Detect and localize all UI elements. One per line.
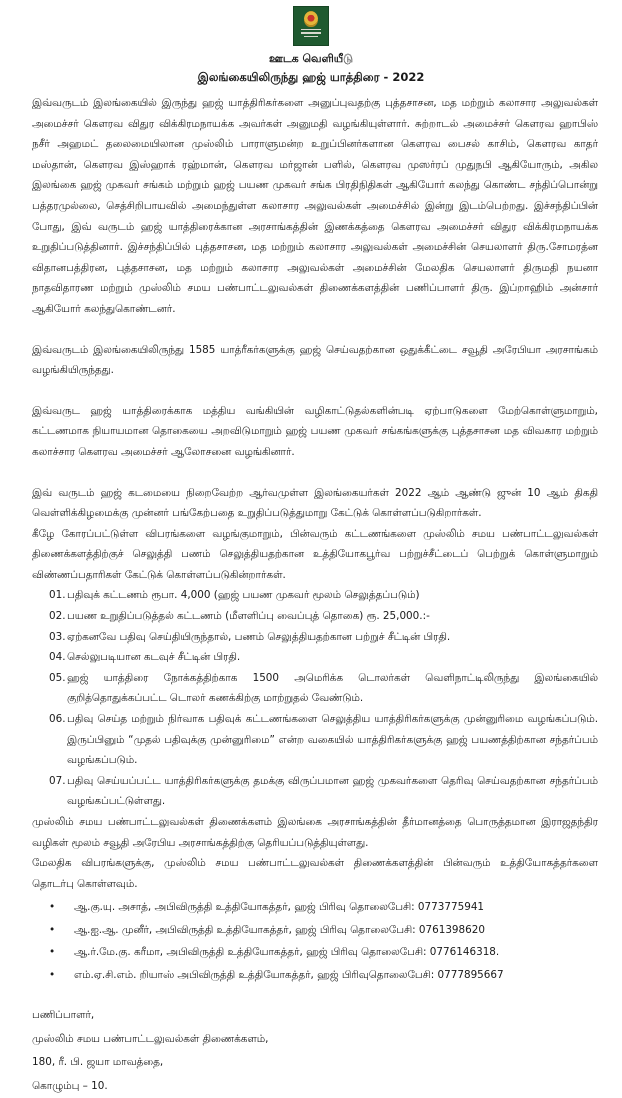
requirement-number: 03. (49, 630, 66, 643)
signature-city: கொழும்பு – 10. (32, 1079, 108, 1092)
logo-text-line (301, 29, 321, 30)
contact-item (49, 896, 598, 919)
sri-lanka-government-emblem-icon (304, 11, 318, 27)
bullet-icon: • (49, 901, 56, 914)
bullet-icon: • (49, 968, 56, 981)
deadline-paragraph: இவ் வருடம் ஹஜ் கடமையை நிறைவேற்ற ஆர்வமுள்ள இலங்கையர்கள் 2022 ஆம் ஆண்டு ஜுன் 10 ஆம் திகதி வெள்ளிக்கிழமைக்கு முன்னர் பங்கேற்பதை உறுதிப்படுத்துமாறு கேட்டுக் கொள்ளப்படுகிறார்கள். (32, 486, 598, 520)
document-title: இலங்கையிலிருந்து ஹஜ் யாத்திரை - 2022 (197, 70, 425, 84)
signature-address: 180, ரீ. பி. ஜயா மாவத்தை, (32, 1056, 164, 1069)
requirement-item (49, 606, 598, 627)
requirement-text: பதிவு செய்த மற்றும் நிர்வாக பதிவுக் கட்டணங்களை செலுத்திய யாத்திரிகர்களுக்கு முன்னுரிமை வழங்கப்படும். இருப்பினும் “முதல் பதிவுக்கு முன்னுரிமை” என்ற வகையில் யாத்திரிகர்களுக்கு ஹஜ் பயணத்திற்கான சந்தர்ப்பம் வழங்கப்படும். (67, 713, 598, 767)
contact-item (49, 919, 598, 942)
requirement-text: பயண உறுதிப்படுத்தல் கட்டணம் (மீளளிப்பு வைப்புத் தொகை) ரூ. 25,000.:- (67, 610, 430, 623)
instructions-paragraph: கீழே கோரப்பட்டுள்ள விபரங்களை வழங்குமாறும், பின்வரும் கட்டணங்களை முஸ்லிம் சமய பண்பாட்டலுவல்கள் திணைக்களத்திற்குச் செலுத்தி பணம் செலுத்தியதற்கான உத்தியோகபூர்வ பற்றுச்சீட்டைப் பெற்றுக் கொள்ளுமாறும் விண்ணப்பதாரிகள் கேட்டுக் கொள்ளப்படுகின்றார்கள். (32, 527, 598, 581)
requirement-text: ஹஜ் யாத்திரை நோக்கத்திற்காக 1500 அமெரிக்க டொலர்கள் வெளிநாட்டிலிருந்து இலங்கையில் குறித்தொதுக்கப்பட்ட டொலர் கணக்கிற்கு மாற்றுதல் வேண்டும். (67, 671, 598, 705)
requirement-item (49, 668, 598, 709)
logo-text-line (301, 32, 321, 33)
requirement-number: 05. (49, 671, 66, 684)
media-release-label: ஊடக வெளியீடு (269, 52, 353, 65)
requirement-text: பதிவு செய்யப்பட்ட யாத்திரிகர்களுக்கு தமக்கு விருப்பமான ஹஜ் முகவர்களை தெரிவு செய்வதற்கான சந்தர்ப்பம் வழங்கப்பட்டுள்ளது. (67, 774, 598, 808)
contact-text: எம்.ஏ.சி.எம். றியாஸ் அபிவிருத்தி உத்தியோகத்தர், ஹஜ் பிரிவுதொலைபேசி: 0777895667 (74, 968, 504, 981)
intro-paragraph: இவ்வருடம் இலங்கையில் இருந்து ஹஜ் யாத்திரிகர்களை அனுப்புவதற்கு புத்தசாசன, மத மற்றும் கலாசார அலுவல்கள் அமைச்சர் கௌரவ விதுர விக்கிரமநாயக்க அவர்கள் அனுமதி வழங்கியுள்ளார். சுற்றாடல் அமைச்சர் கௌரவ ஹாபிஸ் நசீர் அஹமட் தலைமையிலான முஸ்லிம் பாராளுமன்ற உறுப்பினர்களான கௌரவ பைசல் காசிம், கௌரவ காதர் மஸ்தான், கௌரவ இஸ்ஹாக் ரஹ்மான், கௌரவ மர்ஜான் பளில், கௌரவ முஸர்ரப் முதுநபி ஆகியோரும், அகில இலங்கை ஹஜ் முகவர் சங்கம் மற்றும் ஹஜ் பயண முகவர் சங்க பிரதிநிதிகள் ஆகியோர் கலந்து கொண்ட சந்திப்பொன்று பத்தரமுல்லை, செத்சிறிபாயவில் அமைந்துள்ள கலாசார அலுவல்கள் அமைச்சில் இன்று இடம்பெற்றது. இச்சந்திப்பின் போது, இவ் வருடம் ஹஜ் யாத்திரைக்கான அரசாங்கத்தின் இணக்கத்தை கௌரவ அமைச்சர் விதுர விக்கிரமநாயக்க உறுதிப்படுத்தினார். இச்சந்திப்பில் புத்தசாசன, மத மற்றும் கலாசார அலுவல்கள் அமைச்சின் செயலாளர் திரு.சோமரத்ன விதானபத்திரன, புத்தசாசன, மத மற்றும் கலாசார அலுவல்கள் அமைச்சின் மேலதிக செயலாளர் திருமதி நயனா நாதவிதாரண மற்றும் முஸ்லிம் சமய பண்பாட்டலுவல்கள் திணைக்களத்தின் பணிப்பாளர் திரு. இப்றாஹிம் அன்சார் ஆகியோர் கலந்துகொண்டனர். (32, 97, 598, 315)
bullet-icon: • (49, 946, 56, 959)
logo-text-line (304, 36, 318, 37)
contact-text: ஆ.கு.யு. அசாத், அபிவிருத்தி உத்தியோகத்தர், ஹஜ் பிரிவு தொலைபேசி: 0773775941 (74, 901, 485, 914)
contacts-list (32, 896, 598, 986)
requirement-text: செல்லுபடியான கடவுச் சீட்டின் பிரதி. (67, 651, 241, 664)
requirement-number: 07. (49, 774, 66, 787)
requirement-item (49, 771, 598, 812)
requirement-number: 01. (49, 589, 66, 602)
contact-item (49, 964, 598, 987)
requirement-number: 06. (49, 713, 66, 726)
signature-title: பணிப்பாளர், (32, 1009, 95, 1022)
diplomatic-paragraph: முஸ்லிம் சமய பண்பாட்டலுவல்கள் திணைக்களம் இலங்கை அரசாங்கத்தின் தீர்மானத்தை பொருத்தமான இராஜதந்திர வழிகள் மூலம் சவூதி அரேபிய அரசாங்கத்திற்கு தெரியப்படுத்தியுள்ளது. (32, 816, 598, 849)
requirement-item (49, 627, 598, 648)
contact-text: ஆ.ர்.மே.கு. கரீமா, அபிவிருத்தி உத்தியோகத்தர், ஹஜ் பிரிவு தொலைபேசி: 0776146318. (74, 946, 500, 959)
requirements-list (32, 585, 598, 812)
requirement-item (49, 647, 598, 668)
quota-paragraph: இவ்வருடம் இலங்கையிலிருந்து 1585 யாத்ரீகர்களுக்கு ஹஜ் செய்வதற்கான ஒதுக்கீட்டை சவூதி அரேபியா அரசாங்கம் வழங்கியிருந்தது. (32, 343, 598, 377)
requirement-number: 02. (49, 610, 66, 623)
requirement-item (49, 585, 598, 606)
contact-item (49, 941, 598, 964)
signature-department: முஸ்லிம் சமய பண்பாட்டலுவல்கள் திணைக்களம், (32, 1032, 269, 1045)
advice-paragraph: இவ்வருட ஹஜ் யாத்திரைக்காக மத்திய வங்கியின் வழிகாட்டுதல்களின்படி ஏற்பாடுகளை மேற்கொள்ளுமாறும், கட்டணமாக நியாயமான தொகையை அறவிடுமாறும் ஹஜ் பயண முகவர் சங்கங்களுக்கு புத்தசாசன மத விவகார மற்றும் கலாச்சார கௌரவ அமைச்சர் ஆலோசனை வழங்கினார். (32, 404, 598, 458)
bullet-icon: • (49, 923, 56, 936)
government-emblem-logo (293, 6, 329, 46)
contact-intro-paragraph: மேலதிக விபரங்களுக்கு, முஸ்லிம் சமய பண்பாட்டலுவல்கள் திணைக்களத்தின் பின்வரும் உத்தியோகத்தர்களை தொடர்பு கொள்ளவும். (32, 857, 598, 890)
signature-block (32, 1004, 598, 1098)
document-body (32, 93, 598, 1098)
requirement-item (49, 709, 598, 771)
requirement-text: ஏற்கனவே பதிவு செய்தியிருந்தால், பணம் செலுத்தியதற்கான பற்றுச் சீட்டின் பிரதி. (67, 630, 451, 643)
contact-text: ஆ.ஐ.ஆ. முனீர், அபிவிருத்தி உத்தியோகத்தர், ஹஜ் பிரிவு தொலைபேசி: 0761398620 (74, 923, 485, 936)
requirement-text: பதிவுக் கட்டணம் ரூபா. 4,000 (ஹஜ் பயண முகவர் மூலம் செலுத்தப்படும்) (67, 589, 420, 602)
requirement-number: 04. (49, 651, 66, 664)
